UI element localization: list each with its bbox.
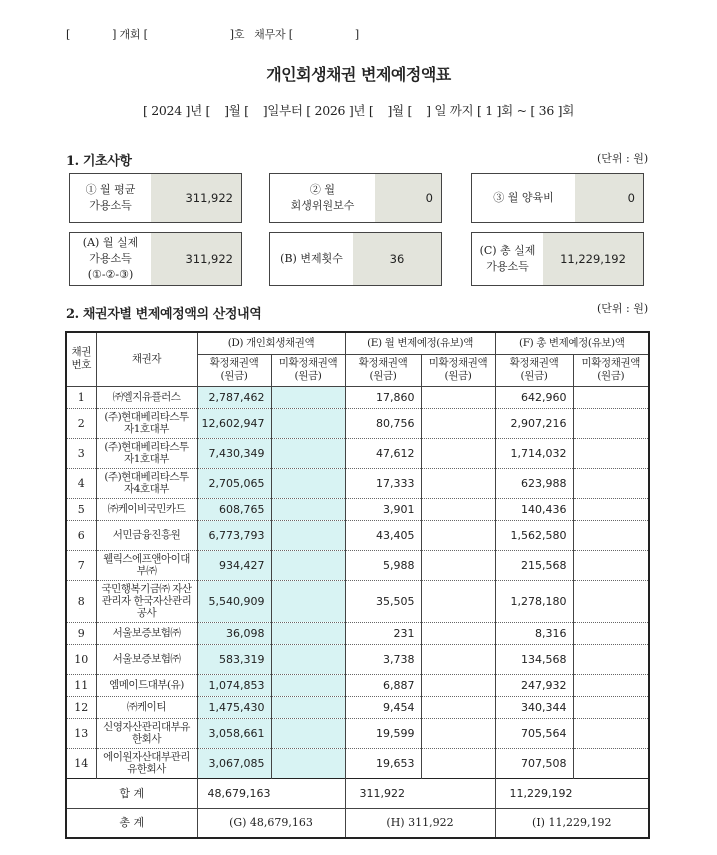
table-row: [66, 386, 649, 408]
col-header-d-unconfirmed: 미확정채권액 (원금): [271, 354, 345, 386]
row-e-confirmed: 19,653: [345, 748, 421, 778]
box-total-income: [471, 232, 644, 286]
section1-unit: (단위 : 원): [597, 152, 649, 165]
row-no: 6: [66, 520, 96, 550]
table-row: [66, 580, 649, 622]
row-d-unconfirmed: [271, 386, 345, 408]
row-d-unconfirmed: [271, 408, 345, 438]
row-d-confirmed: 7,430,349: [197, 438, 271, 468]
row-d-confirmed: 2,705,065: [197, 468, 271, 498]
row-f-unconfirmed: [573, 468, 649, 498]
row-f-unconfirmed: [573, 520, 649, 550]
table-row: [66, 438, 649, 468]
row-creditor: (주)현대베리타스투 자4호대부: [96, 468, 197, 498]
row-f-confirmed: 2,907,216: [495, 408, 573, 438]
row-f-unconfirmed: [573, 748, 649, 778]
row-creditor: 서울보증보험㈜: [96, 622, 197, 644]
table-row: [66, 644, 649, 674]
row-creditor: ㈜엘지유플러스: [96, 386, 197, 408]
col-header-f-unconfirmed: 미확정채권액 (원금): [573, 354, 649, 386]
row-d-unconfirmed: [271, 468, 345, 498]
row-e-unconfirmed: [421, 622, 495, 644]
row-f-confirmed: 8,316: [495, 622, 573, 644]
row-e-confirmed: 3,901: [345, 498, 421, 520]
row-f-confirmed: 247,932: [495, 674, 573, 696]
box-value: 11,229,192: [543, 233, 643, 285]
table-row: [66, 550, 649, 580]
row-e-confirmed: 80,756: [345, 408, 421, 438]
row-no: 13: [66, 718, 96, 748]
subtotal-label: 합 계: [66, 778, 197, 808]
row-f-confirmed: 1,714,032: [495, 438, 573, 468]
table-row: [66, 468, 649, 498]
col-header-e-confirmed: 확정채권액 (원금): [345, 354, 421, 386]
grandtotal-row: [66, 808, 649, 838]
period-start-year: [ 2024 ]년 [: [142, 103, 211, 118]
row-creditor: 서민금융진흥원: [96, 520, 197, 550]
box-trustee-fee: [269, 173, 442, 223]
box-child-support: [471, 173, 644, 223]
row-d-confirmed: 3,067,085: [197, 748, 271, 778]
row-f-unconfirmed: [573, 408, 649, 438]
row-e-confirmed: 3,738: [345, 644, 421, 674]
page-title: 개인회생채권 변제예정액표: [266, 65, 451, 84]
row-f-confirmed: 140,436: [495, 498, 573, 520]
row-d-unconfirmed: [271, 580, 345, 622]
row-f-confirmed: 215,568: [495, 550, 573, 580]
row-e-unconfirmed: [421, 468, 495, 498]
row-e-unconfirmed: [421, 748, 495, 778]
row-creditor: ㈜케이티: [96, 696, 197, 718]
row-f-confirmed: 705,564: [495, 718, 573, 748]
table-row: [66, 696, 649, 718]
row-d-confirmed: 1,074,853: [197, 674, 271, 696]
row-creditor: 서울보증보험㈜: [96, 644, 197, 674]
row-d-confirmed: 2,787,462: [197, 386, 271, 408]
section2-title: 2. 채권자별 변제예정액의 산정내역: [66, 307, 262, 322]
row-e-unconfirmed: [421, 718, 495, 748]
case-header: [66, 26, 359, 42]
box-label: (B) 변제횟수: [280, 252, 343, 265]
row-e-confirmed: 17,860: [345, 386, 421, 408]
row-creditor: (주)현대베리타스투 자1호대부: [96, 438, 197, 468]
row-d-unconfirmed: [271, 622, 345, 644]
grandtotal-label: 총 계: [66, 808, 197, 838]
grandtotal-g: (G) 48,679,163: [197, 808, 345, 838]
table-row: [66, 622, 649, 644]
table-row: [66, 520, 649, 550]
row-f-confirmed: 134,568: [495, 644, 573, 674]
row-d-unconfirmed: [271, 438, 345, 468]
subtotal-row: [66, 778, 649, 808]
row-f-unconfirmed: [573, 718, 649, 748]
row-no: 1: [66, 386, 96, 408]
row-f-unconfirmed: [573, 696, 649, 718]
row-f-confirmed: 1,562,580: [495, 520, 573, 550]
repayment-table: [65, 331, 650, 839]
row-e-confirmed: 9,454: [345, 696, 421, 718]
row-creditor: 신영자산관리대부유 한회사: [96, 718, 197, 748]
row-e-unconfirmed: [421, 520, 495, 550]
subtotal-d: 48,679,163: [197, 778, 345, 808]
row-no: 2: [66, 408, 96, 438]
row-no: 9: [66, 622, 96, 644]
row-f-confirmed: 340,344: [495, 696, 573, 718]
row-e-unconfirmed: [421, 644, 495, 674]
debtor-label: 채무자 [: [254, 28, 293, 41]
row-creditor: 웰릭스에프앤아이대 부㈜: [96, 550, 197, 580]
box-label: ① 월 평균 가용소득: [85, 183, 136, 212]
row-no: 7: [66, 550, 96, 580]
row-creditor: 국민행복기금㈜ 자산 관리자 한국자산관리 공사: [96, 580, 197, 622]
box-value: 0: [375, 174, 441, 222]
row-e-confirmed: 6,887: [345, 674, 421, 696]
row-e-unconfirmed: [421, 438, 495, 468]
col-header-f: (F) 총 변제예정(유보)액: [495, 332, 649, 354]
row-f-confirmed: 1,278,180: [495, 580, 573, 622]
subtotal-e: 311,922: [345, 778, 495, 808]
row-f-unconfirmed: [573, 438, 649, 468]
table-row: [66, 498, 649, 520]
period-start-month: ]월 [: [224, 103, 249, 118]
section1-title: 1. 기초사항: [66, 154, 132, 169]
box-monthly-avg-income: [69, 173, 242, 223]
row-no: 11: [66, 674, 96, 696]
col-header-no: 채권 번호: [66, 332, 96, 386]
period-start-day: ]일부터 [ 2026 ]년 [: [262, 103, 374, 118]
row-e-confirmed: 231: [345, 622, 421, 644]
row-e-confirmed: 43,405: [345, 520, 421, 550]
row-d-unconfirmed: [271, 550, 345, 580]
row-d-unconfirmed: [271, 498, 345, 520]
box-value: 0: [575, 174, 643, 222]
row-f-unconfirmed: [573, 622, 649, 644]
row-e-unconfirmed: [421, 674, 495, 696]
row-e-confirmed: 35,505: [345, 580, 421, 622]
court-suffix: ] 개회 [: [112, 28, 148, 41]
row-d-unconfirmed: [271, 674, 345, 696]
row-no: 3: [66, 438, 96, 468]
row-f-confirmed: 642,960: [495, 386, 573, 408]
row-f-confirmed: 707,508: [495, 748, 573, 778]
row-e-unconfirmed: [421, 386, 495, 408]
row-creditor: 엠메이드대부(유): [96, 674, 197, 696]
row-d-confirmed: 12,602,947: [197, 408, 271, 438]
row-e-confirmed: 17,333: [345, 468, 421, 498]
row-e-unconfirmed: [421, 580, 495, 622]
row-d-confirmed: 934,427: [197, 550, 271, 580]
row-e-confirmed: 47,612: [345, 438, 421, 468]
row-f-unconfirmed: [573, 674, 649, 696]
box-actual-income: [69, 232, 242, 286]
period-end-month: ]월 [: [387, 103, 413, 118]
row-no: 4: [66, 468, 96, 498]
row-d-confirmed: 6,773,793: [197, 520, 271, 550]
repayment-period: [0, 101, 717, 119]
table-row: [66, 748, 649, 778]
box-label: ③ 월 양육비: [493, 191, 554, 204]
row-no: 8: [66, 580, 96, 622]
section2-unit: (단위 : 원): [597, 302, 649, 315]
row-d-unconfirmed: [271, 644, 345, 674]
table-row: [66, 718, 649, 748]
col-header-d: (D) 개인회생채권액: [197, 332, 345, 354]
row-d-confirmed: 608,765: [197, 498, 271, 520]
row-e-unconfirmed: [421, 498, 495, 520]
grandtotal-h: (H) 311,922: [345, 808, 495, 838]
row-e-unconfirmed: [421, 550, 495, 580]
row-d-unconfirmed: [271, 520, 345, 550]
row-e-unconfirmed: [421, 408, 495, 438]
col-header-d-confirmed: 확정채권액 (원금): [197, 354, 271, 386]
row-d-unconfirmed: [271, 696, 345, 718]
row-d-confirmed: 3,058,661: [197, 718, 271, 748]
row-creditor: 에이원자산대부관리 유한회사: [96, 748, 197, 778]
subtotal-f: 11,229,192: [495, 778, 649, 808]
col-header-f-confirmed: 확정채권액 (원금): [495, 354, 573, 386]
row-e-confirmed: 5,988: [345, 550, 421, 580]
box-value: 311,922: [151, 174, 241, 222]
period-end-day: ] 일 까지 [ 1 ]회 ~ [ 36 ]회: [426, 103, 575, 118]
row-d-unconfirmed: [271, 748, 345, 778]
box-label: ② 월 회생위원보수: [290, 183, 355, 212]
row-d-confirmed: 1,475,430: [197, 696, 271, 718]
box-label: (C) 총 실제 가용소득: [479, 244, 536, 273]
col-header-e-unconfirmed: 미확정채권액 (원금): [421, 354, 495, 386]
box-value: 36: [353, 233, 441, 285]
table-row: [66, 408, 649, 438]
row-creditor: (주)현대베리타스투 자1호대부: [96, 408, 197, 438]
row-f-unconfirmed: [573, 498, 649, 520]
row-no: 5: [66, 498, 96, 520]
box-repayment-count: [269, 232, 442, 286]
row-d-unconfirmed: [271, 718, 345, 748]
row-f-unconfirmed: [573, 386, 649, 408]
row-e-unconfirmed: [421, 696, 495, 718]
box-value: 311,922: [151, 233, 241, 285]
row-no: 12: [66, 696, 96, 718]
row-d-confirmed: 583,319: [197, 644, 271, 674]
row-d-confirmed: 36,098: [197, 622, 271, 644]
col-header-e: (E) 월 변제예정(유보)액: [345, 332, 495, 354]
court-bracket: [: [66, 28, 71, 41]
row-e-confirmed: 19,599: [345, 718, 421, 748]
grandtotal-i: (I) 11,229,192: [495, 808, 649, 838]
debtor-close: ]: [354, 28, 359, 41]
row-f-unconfirmed: [573, 550, 649, 580]
row-creditor: ㈜케이비국민카드: [96, 498, 197, 520]
row-f-unconfirmed: [573, 580, 649, 622]
box-label: (A) 월 실제 가용소득 (①-②-③): [82, 236, 139, 281]
case-suffix: ]호: [229, 28, 245, 41]
row-no: 14: [66, 748, 96, 778]
row-d-confirmed: 5,540,909: [197, 580, 271, 622]
row-f-unconfirmed: [573, 644, 649, 674]
row-f-confirmed: 623,988: [495, 468, 573, 498]
row-no: 10: [66, 644, 96, 674]
table-row: [66, 674, 649, 696]
col-header-creditor: 채권자: [96, 332, 197, 386]
